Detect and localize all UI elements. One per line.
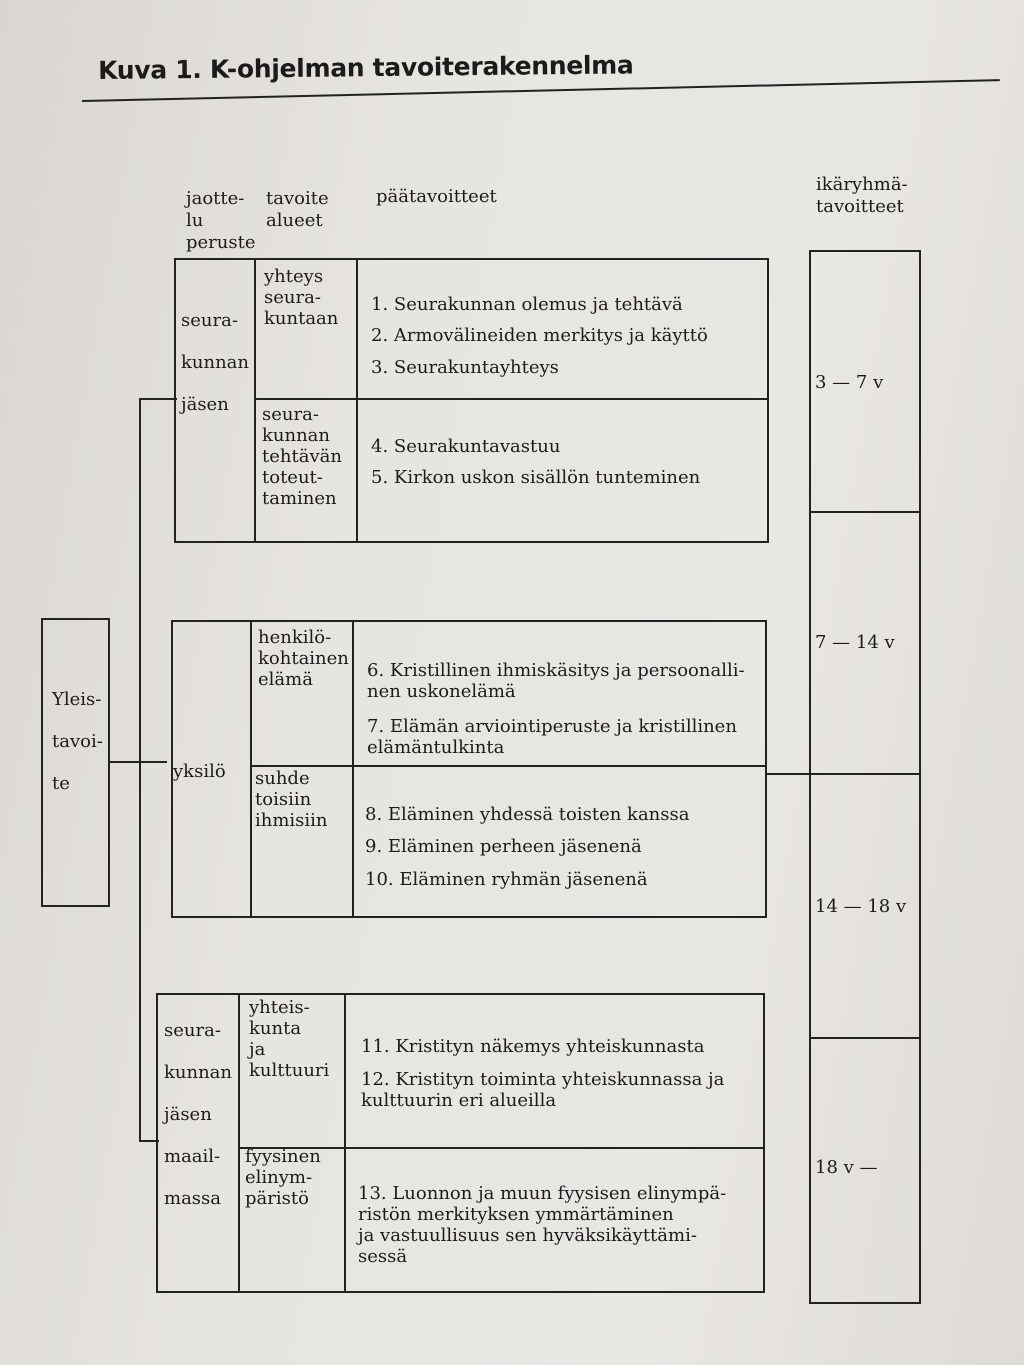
yleistavoite-label: Yleis- tavoi- te [52, 689, 103, 794]
figure-title: Kuva 1. K-ohjelman tavoiterakennelma [98, 50, 634, 85]
group-1-area-1-label: yhteys seura- kuntaan [264, 266, 339, 329]
connector-main [110, 761, 140, 763]
group-2-basis: yksilö [173, 761, 226, 782]
goal-5: 5. Kirkon uskon sisällön tunteminen [371, 467, 701, 488]
age-group-1: 3 — 7 v [815, 372, 884, 393]
goal-11: 11. Kristityn näkemys yhteiskunnasta [361, 1036, 705, 1057]
goal-1: 1. Seurakunnan olemus ja tehtävä [371, 294, 683, 315]
group-1-basis: seura- kunnan jäsen [181, 310, 250, 415]
goal-4: 4. Seurakuntavastuu [371, 436, 561, 457]
header-jaotteluperuste: jaotte- lu peruste [186, 188, 256, 253]
goal-10: 10. Eläminen ryhmän jäsenenä [365, 869, 648, 890]
goal-7: 7. Elämän arviointiperuste ja kristillinen elämäntulkinta [367, 716, 737, 758]
age-group-column [809, 250, 921, 1304]
group-2-area-1-label: henkilö- kohtainen elämä [258, 627, 349, 690]
connector-trunk [139, 398, 141, 1142]
goal-12: 12. Kristityn toiminta yhteiskunnassa ja kulttuurin eri alueilla [361, 1069, 725, 1111]
group-2-row-divider [252, 765, 767, 767]
age-group-2: 7 — 14 v [815, 632, 895, 653]
connector-group-1 [139, 398, 177, 400]
header-tavoitealueet: tavoite alueet [266, 188, 329, 231]
age-group-4: 18 v — [815, 1157, 878, 1178]
header-ikaryhmatavoitteet: ikäryhmä- tavoitteet [816, 174, 908, 217]
goal-3: 3. Seurakuntayhteys [371, 357, 559, 378]
group-2-divider-a [250, 620, 252, 918]
group-2-area-2-label: suhde toisiin ihmisiin [255, 768, 328, 831]
goal-8: 8. Eläminen yhdessä toisten kanssa [365, 804, 690, 825]
age-divider-2 [767, 773, 921, 775]
age-group-3: 14 — 18 v [815, 896, 907, 917]
group-1-row-divider [256, 398, 769, 400]
connector-group-2 [139, 761, 167, 763]
group-3-area-2-label: fyysinen elinym- päristö [245, 1146, 321, 1209]
goal-2: 2. Armovälineiden merkitys ja käyttö [371, 325, 708, 346]
group-3-basis: seura- kunnan jäsen maail- massa [164, 1020, 233, 1209]
group-3-divider-a [238, 993, 240, 1293]
header-paatavoitteet: päätavoitteet [376, 186, 497, 207]
goal-9: 9. Eläminen perheen jäsenenä [365, 836, 642, 857]
group-3-area-1-label: yhteis- kunta ja kulttuuri [249, 997, 330, 1081]
group-1-area-2-label: seura- kunnan tehtävän toteut- taminen [262, 404, 342, 509]
group-2-divider-b [352, 620, 354, 918]
group-1-divider-b [356, 258, 358, 543]
group-1-divider-a [254, 258, 256, 543]
group-3-divider-b [344, 993, 346, 1293]
age-divider-3 [809, 1037, 921, 1039]
age-divider-1 [809, 511, 921, 513]
goal-6: 6. Kristillinen ihmiskäsitys ja persoonalli- nen uskonelämä [367, 660, 745, 702]
goal-13: 13. Luonnon ja muun fyysisen elinympä- ristön merkityksen ymmärtäminen ja vastuullisuus sen hyväksikäyttämi- sessä [358, 1183, 727, 1267]
